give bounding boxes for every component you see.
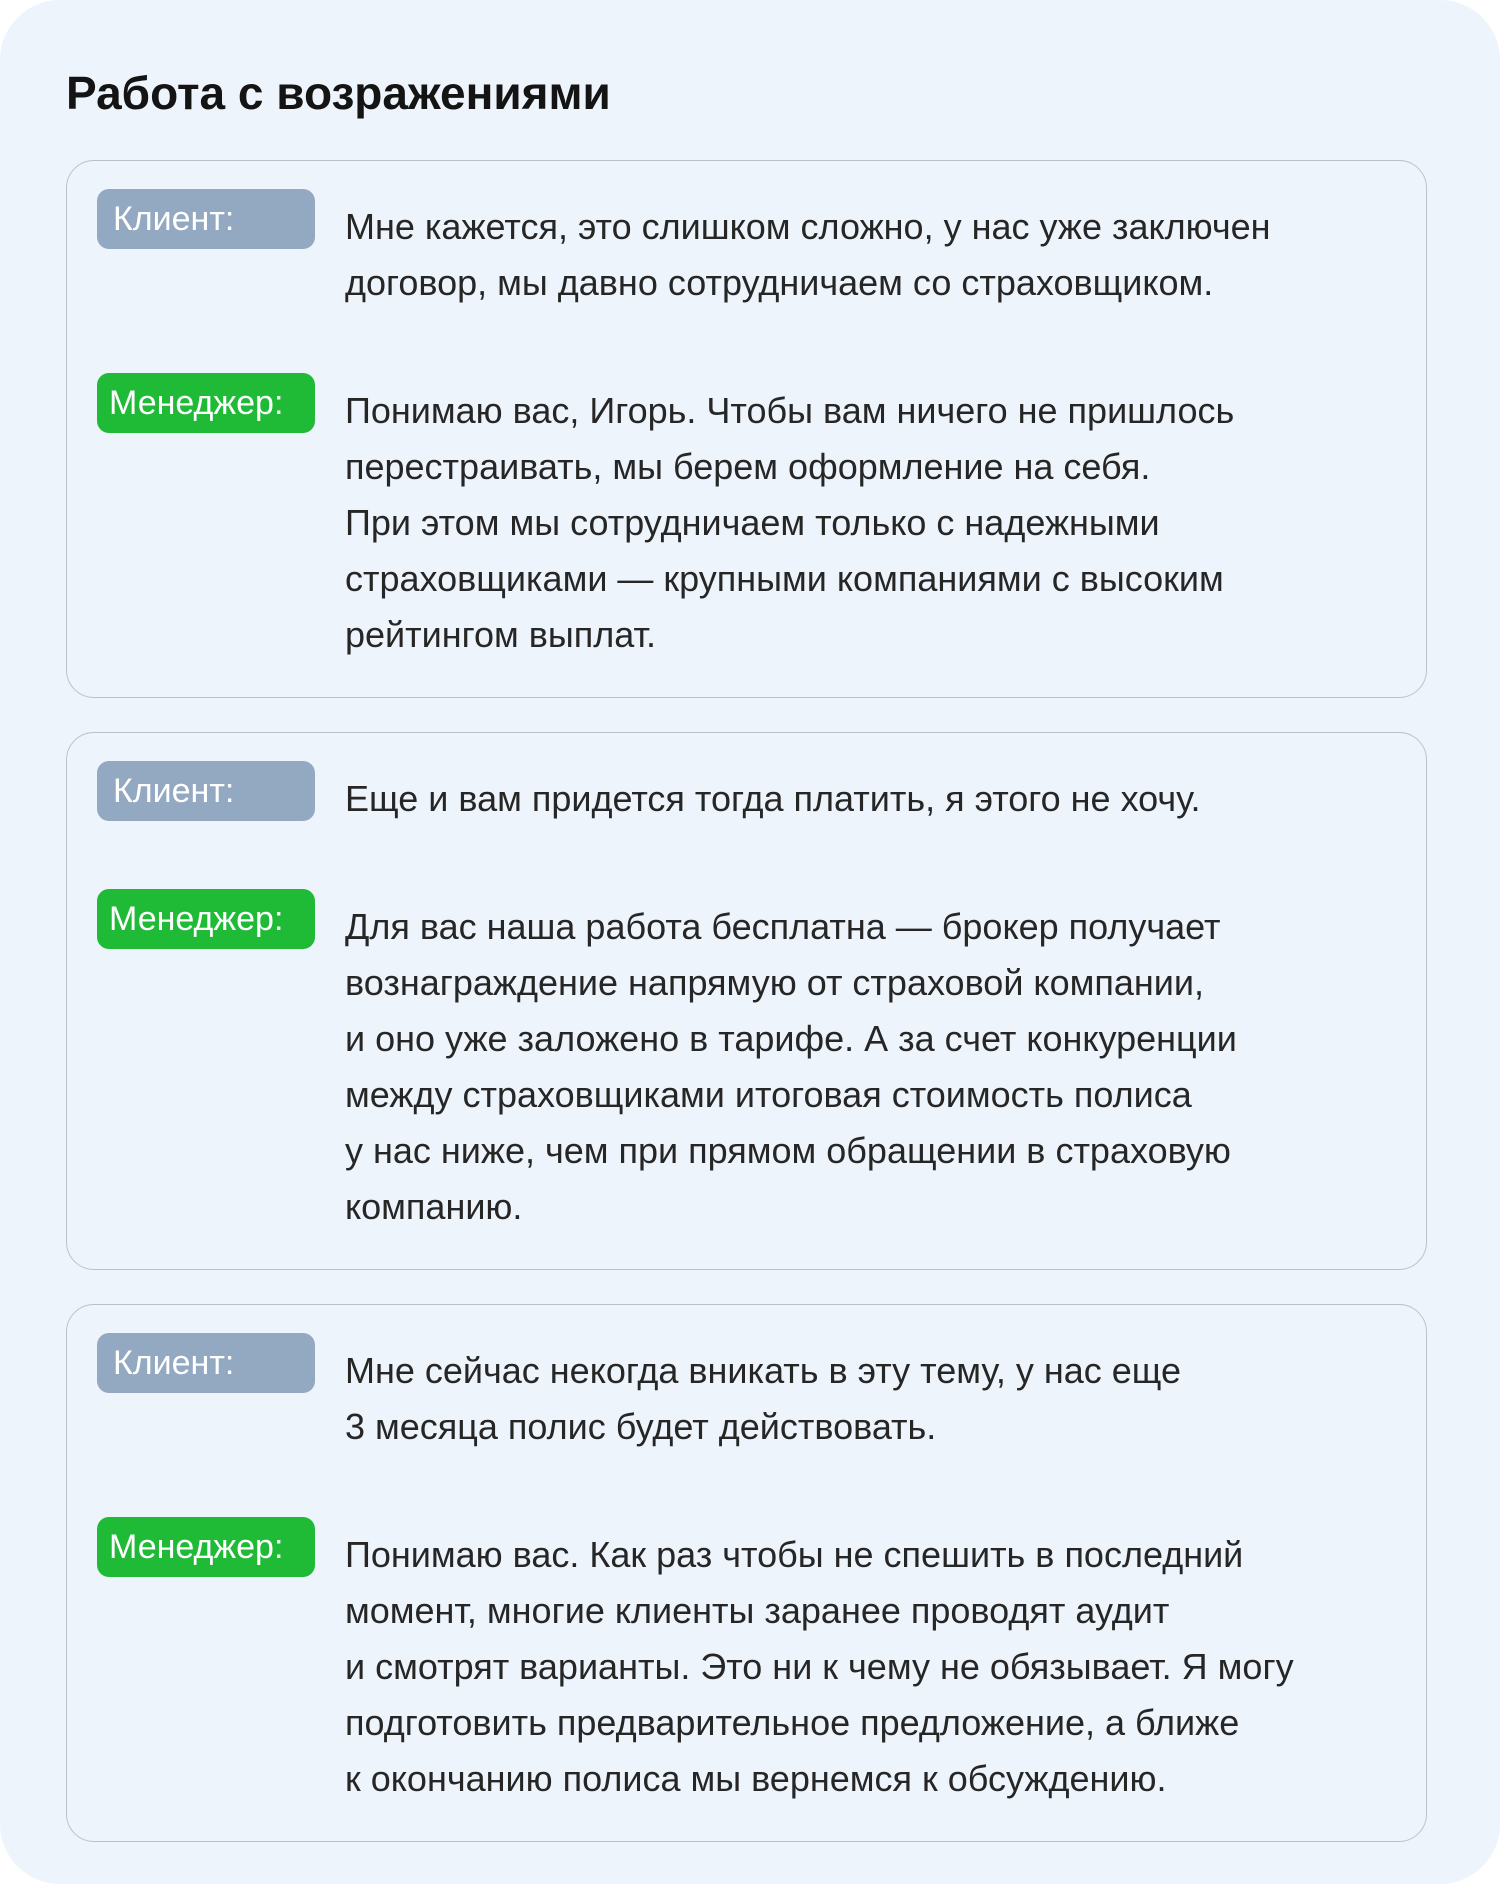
- client-turn: [97, 763, 1396, 827]
- manager-badge: Менеджер:: [97, 373, 315, 433]
- manager-turn: [97, 375, 1396, 663]
- page-title: Работа с возражениями: [66, 67, 611, 119]
- manager-badge: Менеджер:: [97, 1517, 315, 1577]
- manager-turn: [97, 1519, 1396, 1807]
- client-badge: Клиент:: [97, 1333, 315, 1393]
- client-speech: Мне сейчас некогда вникать в эту тему, у нас еще 3 месяца полис будет действовать.: [345, 1350, 1181, 1447]
- dialogue-list: [66, 160, 1434, 1842]
- dialogue-card: [66, 732, 1427, 1270]
- manager-badge: Менеджер:: [97, 889, 315, 949]
- client-badge: Клиент:: [97, 189, 315, 249]
- client-speech: Мне кажется, это слишком сложно, у нас уже заключен договор, мы давно сотрудничаем со страховщиком.: [345, 206, 1271, 303]
- manager-speech: Для вас наша работа бесплатна — брокер получает вознаграждение напрямую от страховой компании, и оно уже заложено в тарифе. А за счет конкуренции между страховщиками итоговая стоимость полиса у нас ниже, чем при прямом обращении в страховую компанию.: [345, 906, 1237, 1227]
- client-turn: [97, 191, 1396, 311]
- dialogue-card: [66, 160, 1427, 698]
- client-turn: [97, 1335, 1396, 1455]
- manager-speech: Понимаю вас. Как раз чтобы не спешить в последний момент, многие клиенты заранее проводят аудит и смотрят варианты. Это ни к чему не обязывает. Я могу подготовить предварительное предложение, а ближе к окончанию полиса мы вернемся к обсуждению.: [345, 1534, 1294, 1799]
- client-speech: Еще и вам придется тогда платить, я этого не хочу.: [345, 778, 1201, 819]
- dialogue-card: [66, 1304, 1427, 1842]
- manager-turn: [97, 891, 1396, 1235]
- client-badge: Клиент:: [97, 761, 315, 821]
- manager-speech: Понимаю вас, Игорь. Чтобы вам ничего не пришлось перестраивать, мы берем оформление на себя. При этом мы сотрудничаем только с надежными страховщиками — крупными компаниями с высоким рейтингом выплат.: [345, 390, 1235, 655]
